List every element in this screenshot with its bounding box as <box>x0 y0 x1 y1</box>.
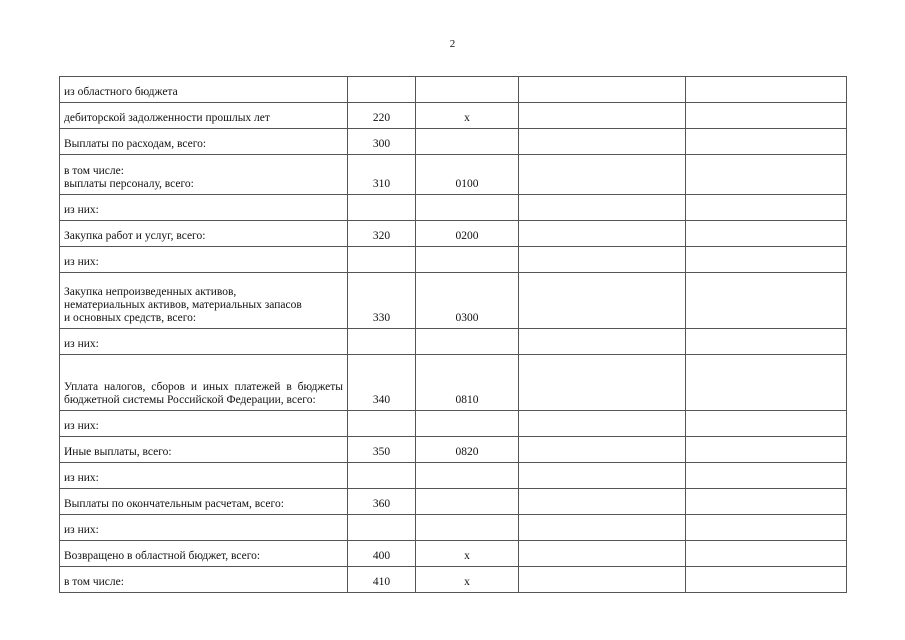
row-kosgu-cell: x <box>416 541 519 567</box>
row-value-cell <box>519 129 686 155</box>
row-name-cell: в том числе: <box>60 567 348 593</box>
row-value-cell <box>686 273 847 329</box>
row-kosgu-cell <box>416 411 519 437</box>
table-row <box>60 329 847 355</box>
row-code-cell: 330 <box>348 273 416 329</box>
row-name-cell <box>60 155 348 195</box>
row-value-cell <box>519 489 686 515</box>
row-kosgu-cell <box>416 77 519 103</box>
row-name-cell: из них: <box>60 329 348 355</box>
row-name-cell: Возвращено в областной бюджет, всего: <box>60 541 348 567</box>
table-row <box>60 489 847 515</box>
row-code-cell: 300 <box>348 129 416 155</box>
row-value-cell <box>686 247 847 273</box>
table-row <box>60 273 847 329</box>
row-name-cell: из них: <box>60 515 348 541</box>
row-value-cell <box>519 195 686 221</box>
row-name-cell: Иные выплаты, всего: <box>60 437 348 463</box>
row-code-cell <box>348 195 416 221</box>
table-row <box>60 195 847 221</box>
row-value-cell <box>519 273 686 329</box>
row-name-cell <box>60 273 348 329</box>
row-code-cell: 220 <box>348 103 416 129</box>
row-code-cell: 320 <box>348 221 416 247</box>
row-value-cell <box>686 489 847 515</box>
row-value-cell <box>519 77 686 103</box>
row-code-cell: 310 <box>348 155 416 195</box>
row-value-cell <box>686 129 847 155</box>
row-value-cell <box>686 329 847 355</box>
table-row <box>60 103 847 129</box>
row-value-cell <box>519 411 686 437</box>
row-value-cell <box>686 355 847 411</box>
table-row <box>60 129 847 155</box>
row-value-cell <box>519 541 686 567</box>
row-code-cell <box>348 515 416 541</box>
row-name-text: Закупка непроизведенных активов, нематериальных активов, материальных запасов и основных средств, всего: <box>64 286 302 324</box>
row-kosgu-cell <box>416 463 519 489</box>
row-kosgu-cell: 0300 <box>416 273 519 329</box>
table-row <box>60 155 847 195</box>
row-name-cell: из них: <box>60 247 348 273</box>
row-code-cell: 400 <box>348 541 416 567</box>
row-code-cell: 410 <box>348 567 416 593</box>
row-code-cell <box>348 329 416 355</box>
row-value-cell <box>519 103 686 129</box>
row-kosgu-cell: 0100 <box>416 155 519 195</box>
row-value-cell <box>686 221 847 247</box>
row-name-cell: из областного бюджета <box>60 77 348 103</box>
table-row <box>60 355 847 411</box>
row-kosgu-cell <box>416 247 519 273</box>
row-name-cell: из них: <box>60 195 348 221</box>
row-value-cell <box>686 155 847 195</box>
row-value-cell <box>519 247 686 273</box>
table-row <box>60 437 847 463</box>
row-value-cell <box>519 221 686 247</box>
row-code-cell <box>348 77 416 103</box>
table-row <box>60 221 847 247</box>
row-value-cell <box>519 515 686 541</box>
row-name-cell: Выплаты по окончательным расчетам, всего: <box>60 489 348 515</box>
row-value-cell <box>686 411 847 437</box>
row-kosgu-cell <box>416 195 519 221</box>
row-value-cell <box>519 463 686 489</box>
row-value-cell <box>686 77 847 103</box>
row-value-cell <box>686 567 847 593</box>
row-kosgu-cell: 0200 <box>416 221 519 247</box>
table-row <box>60 463 847 489</box>
row-value-cell <box>686 463 847 489</box>
table-row <box>60 567 847 593</box>
row-kosgu-cell <box>416 129 519 155</box>
row-code-cell <box>348 411 416 437</box>
row-kosgu-cell <box>416 489 519 515</box>
row-name-cell: Закупка работ и услуг, всего: <box>60 221 348 247</box>
row-code-cell <box>348 247 416 273</box>
page-number: 2 <box>449 38 456 50</box>
table-row <box>60 247 847 273</box>
row-code-cell <box>348 463 416 489</box>
row-value-cell <box>686 541 847 567</box>
row-value-cell <box>686 515 847 541</box>
row-kosgu-cell: x <box>416 567 519 593</box>
table-row <box>60 411 847 437</box>
row-value-cell <box>686 437 847 463</box>
row-name-cell: Уплата налогов, сборов и иных платежей в бюджеты бюджетной системы Российской Федерации, всего: <box>60 355 348 411</box>
row-kosgu-cell: 0820 <box>416 437 519 463</box>
row-kosgu-cell: 0810 <box>416 355 519 411</box>
row-value-cell <box>686 195 847 221</box>
row-code-cell: 350 <box>348 437 416 463</box>
row-kosgu-cell <box>416 515 519 541</box>
row-value-cell <box>519 567 686 593</box>
row-value-cell <box>519 355 686 411</box>
row-value-cell <box>519 329 686 355</box>
row-value-cell <box>519 155 686 195</box>
row-name-cell: Выплаты по расходам, всего: <box>60 129 348 155</box>
row-name-cell: из них: <box>60 463 348 489</box>
row-code-cell: 340 <box>348 355 416 411</box>
row-kosgu-cell <box>416 329 519 355</box>
row-name-cell: из них: <box>60 411 348 437</box>
row-value-cell <box>519 437 686 463</box>
report-table <box>59 76 847 593</box>
row-name-text: в том числе: выплаты персоналу, всего: <box>64 165 194 190</box>
row-code-cell: 360 <box>348 489 416 515</box>
table-row <box>60 77 847 103</box>
table-row <box>60 515 847 541</box>
row-value-cell <box>686 103 847 129</box>
table-row <box>60 541 847 567</box>
row-name-cell: дебиторской задолженности прошлых лет <box>60 103 348 129</box>
row-kosgu-cell: x <box>416 103 519 129</box>
